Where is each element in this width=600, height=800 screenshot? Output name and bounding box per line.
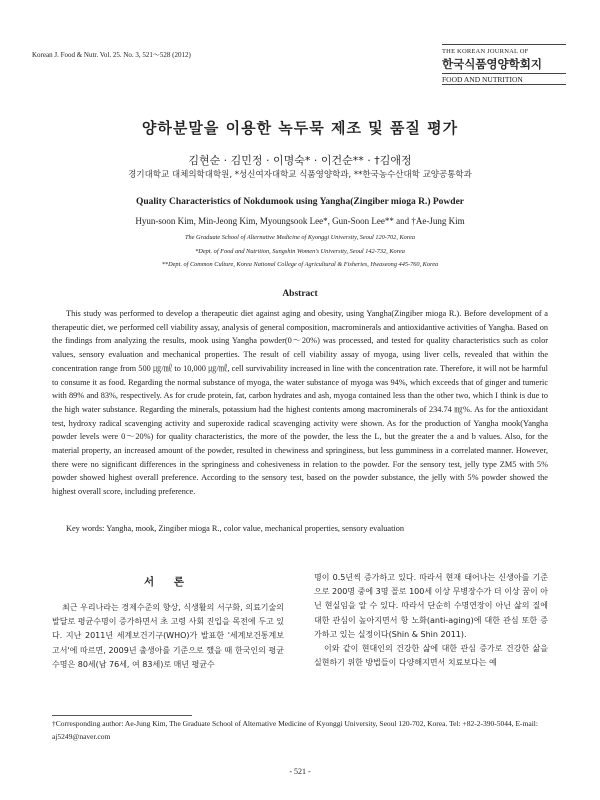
authors-en: Hyun-soon Kim, Min-Jeong Kim, Myoungsook Lee*, Gun-Soon Lee** and †Ae-Jung Kim — [135, 216, 465, 226]
paper-title-en: Quality Characteristics of Nokdumook using Yangha(Zingiber mioga R.) Powder — [135, 197, 465, 207]
journal-logo — [442, 44, 566, 85]
journal-name-en-top: THE KOREAN JOURNAL OF — [442, 48, 529, 55]
journal-name-en-bottom: FOOD AND NUTRITION — [442, 73, 566, 84]
keywords: Key words: Yangha, mook, Zingiber mioga R., color value, mechanical properties, sensory evaluation — [66, 524, 405, 533]
footnote-divider — [52, 715, 192, 716]
paper-title-ko: 양하분말을 이용한 녹두묵 제조 및 품질 평가 — [141, 119, 459, 137]
affiliation-ko: 경기대학교 대체의학대학원, *성신여자대학교 식품영양학과, **한국농수산대학 교양공통학과 — [128, 170, 472, 180]
intro-right-paragraph-2: 이와 같이 현대인의 건강한 삶에 대한 관심 증가로 건강한 삶을 실현하기 위한 방법들이 다양해지면서 치료보다는 예 — [314, 644, 548, 668]
corresponding-author-footnote: †Corresponding author: Ae-Jung Kim, The Graduate School of Alternative Medicine of Kyonggi University, Seoul 120-702, Korea. Tel: +82-2-390-5044, E-mail: aj5249@naver.com — [52, 719, 538, 741]
intro-right-column — [314, 571, 548, 670]
page-number: - 521 - — [289, 767, 311, 776]
journal-citation: Korean J. Food & Nutr. Vol. 25. No. 3, 521～528 (2012) — [32, 51, 191, 59]
section-heading-intro: 서 론 — [144, 576, 192, 588]
intro-right-paragraph-1: 명이 0.5년씩 증가하고 있다. 따라서 현재 태어나는 신생아를 기준으로 200명 중에 3명 꼴로 100세 이상 무병장수가 더 이상 꿈이 아닌 현실임을 알 수 있다. 따라서 단순히 수명연장이 아닌 삶의 질에 대한 관심이 높아지면서 항 노화(anti-aging)에 대한 관심 또한 증가하고 있는 실정이다(Shin & Shin 2011). — [314, 573, 548, 639]
affiliation-en-3: **Dept. of Common Culture, Korea National College of Agricultural & Fisheries, Hwaseong 445-760, Korea — [161, 261, 439, 268]
abstract-text: This study was performed to develop a therapeutic diet against aging and obesity, using Yangha(Zingiber mioga R.). Before development of a therapeutic diet, we performed cell viability assay, analysis of general composition, macrominerals and antioxidantive activities of Yangha. Based on the findings from analyzing the results, mook using Yangha powder(0～20%) was processed, and tested for quality characteristics such as color values, sensory evaluation and mechanical properties. The result of cell viability assay of myoga, using liver cells, revealed that within the concentration range from 500 ㎍/㎖ to 10,000 ㎍/㎖, cell survivability increased in line with the concentration rate. Therefore, it will not be harmful to consume it as food. Regarding the normal substance of myoga, the water substance of myoga was 94%, which exceeds that of ginger and tumeric with 89% and 83%, respectively. As for crude protein, fat, carbon hydrates and ash, myoga contained less than the other two, which I think is due to the high water substance. Regarding the minerals, potassium had the highest contents among macrominerals of 234.74 ㎎%. As for the antioxidant test, hydroxy radical scavenging activity and superoxide radical scavenging activity were shown. As for the production of Yangha mook(Yangha powder levels were 0～20%) for quality characteristics, the more of the powder, the less the L, but the greater the a and b values. Also, for the material property, an increased amount of the powder, resulted in chewiness and springiness, but less gumminess in a correlated manner. However, there were no significant differences in the springiness and cohesiveness in relation to the powder. For the sensory test, jelly type ZM5 with 5% powder showed highest overall preference. According to the sensory test, based on the powder substance, the jelly with 5% powder showed the highest overall score, including preference. — [52, 309, 548, 497]
journal-name-ko: 한국식품영양학회지 — [442, 57, 542, 71]
intro-left-column: 최근 우리나라는 경제수준의 향상, 식생활의 서구화, 의료기술의 발달로 평균수명이 증가하면서 초 고령 사회 진입을 목전에 두고 있다. 지난 2011년 세계보건기구(WHO)가 발표한 '세계보건통계보고서'에 따르면, 2009년 출생아를 기준으로 했을 때 한국인의 평균수명은 80세(남 76세, 여 83세)로 매년 평균수 — [52, 603, 284, 669]
abstract-heading: Abstract — [282, 289, 318, 299]
authors-ko: 김현순 · 김민정 · 이명숙* · 이건순** · †김애정 — [188, 154, 412, 167]
affiliation-en-1: The Graduate School of Alternative Medicine of Kyonggi University, Seoul 120-702, Korea — [185, 234, 415, 241]
affiliation-en-2: *Dept. of Food and Nutrition, Sungshin Women's University, Seoul 142-732, Korea — [195, 248, 405, 255]
